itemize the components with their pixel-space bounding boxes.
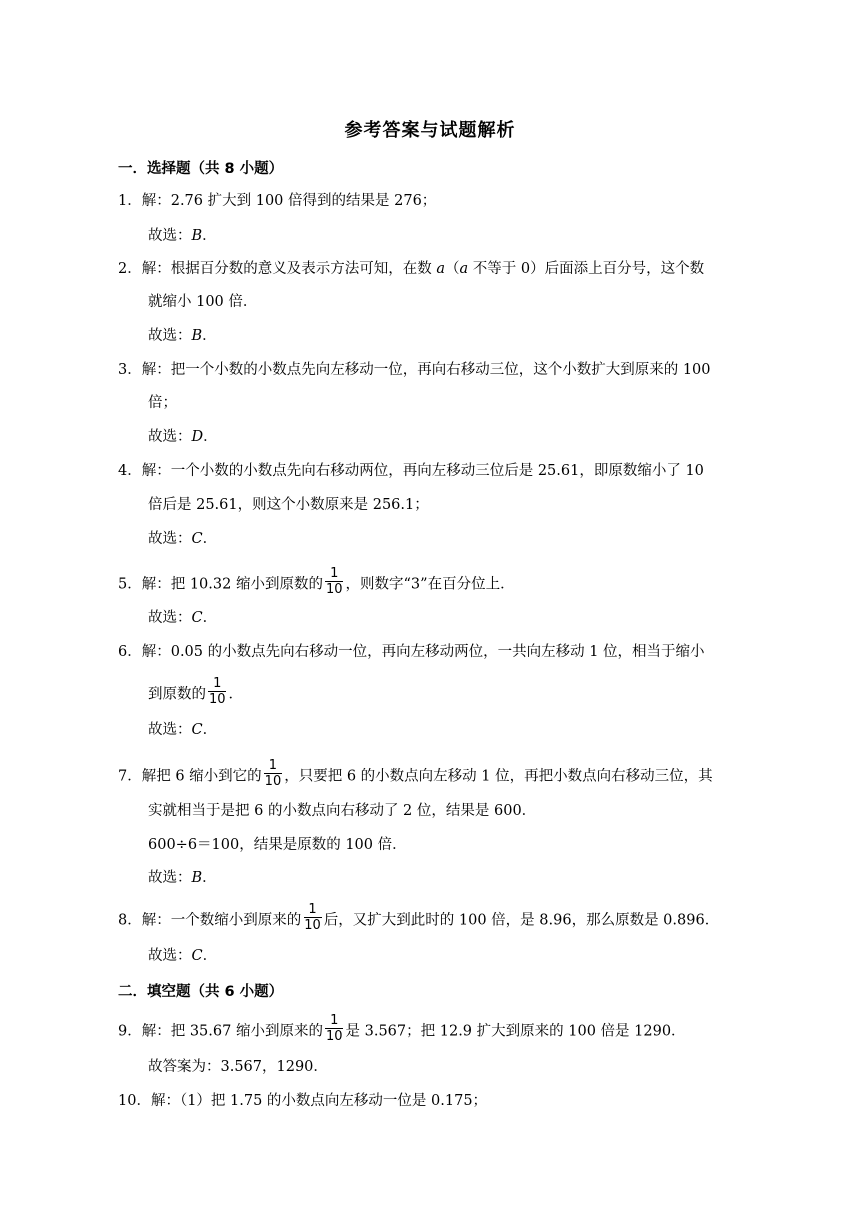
q5-line1: 5．解：把 10.32 缩小到原数的 $\frac{1}{10}$ ，则数字“3”在百分位上． <box>118 566 515 597</box>
fraction-one-tenth: $\frac{1}{10}$ <box>264 758 282 789</box>
fraction-one-tenth: $\frac{1}{10}$ <box>325 566 343 597</box>
q3-answer: 故选：D． <box>148 429 218 445</box>
fraction-one-tenth: $\frac{1}{10}$ <box>209 676 226 707</box>
fraction-one-tenth: $\frac{1}{10}$ <box>304 902 321 933</box>
page-title: 参考答案与试题解析 <box>344 120 516 141</box>
q2-answer: 故选：B． <box>148 328 217 344</box>
q7-line3: 600÷6＝100，结果是原数的 100 倍． <box>148 837 407 853</box>
section-heading-choice: 一．选择题（共 8 小题） <box>118 161 284 177</box>
section-heading-fill: 二．填空题（共 6 小题） <box>118 984 284 1000</box>
q10-line1: 10．解：（1）把 1.75 的小数点向左移动一位是 0.175； <box>118 1093 488 1109</box>
q5-answer: 故选：C． <box>148 610 218 626</box>
q7-line1: 7．解把 6 缩小到它的 $\frac{1}{10}$ ，只要把 6 的小数点向左移动 1 位，再把小数点向右移动三位，其 <box>118 758 713 789</box>
q6-line1: 6．解：0.05 的小数点先向右移动一位，再向左移动两位，一共向左移动 1 位，相当于缩小 <box>118 644 705 660</box>
q4-line2: 倍后是 25.61，则这个小数原来是 256.1； <box>148 497 429 513</box>
q3-line1: 3．解：把一个小数的小数点先向左移动一位，再向右移动三位，这个小数扩大到原来的 100 <box>118 362 711 378</box>
q3-line2: 倍； <box>148 395 177 411</box>
q1-line1: 1．解：2.76 扩大到 100 倍得到的结果是 276； <box>118 193 437 209</box>
q7-answer: 故选：B． <box>148 870 217 886</box>
q4-line1: 4．解：一个小数的小数点先向右移动两位，再向左移动三位后是 25.61，即原数缩小了 10 <box>118 463 704 479</box>
fraction-one-tenth: $\frac{1}{10}$ <box>325 1013 343 1044</box>
q2-line1: 2．解：根据百分数的意义及表示方法可知，在数 a（a 不等于 0）后面添上百分号，这个数 <box>118 261 705 277</box>
q8-line1: 8．解：一个数缩小到原来的 $\frac{1}{10}$ 后，又扩大到此时的 100 倍，是 8.96，那么原数是 0.896． <box>118 902 720 933</box>
q4-answer: 故选：C． <box>148 531 218 547</box>
q1-answer: 故选：B． <box>148 228 217 244</box>
q9-line1: 9．解：把 35.67 缩小到原来的 $\frac{1}{10}$ 是 3.567；把 12.9 扩大到原来的 100 倍是 1290． <box>118 1013 686 1044</box>
q7-line2: 实就相当于是把 6 的小数点向右移动了 2 位，结果是 600． <box>148 803 537 819</box>
q9-answer: 故答案为：3.567，1290． <box>148 1059 328 1075</box>
q6-line2: 到原数的 $\frac{1}{10}$ ． <box>148 676 244 707</box>
q2-line2: 就缩小 100 倍． <box>148 294 258 310</box>
q6-answer: 故选：C． <box>148 722 218 738</box>
q8-answer: 故选：C． <box>148 948 218 964</box>
